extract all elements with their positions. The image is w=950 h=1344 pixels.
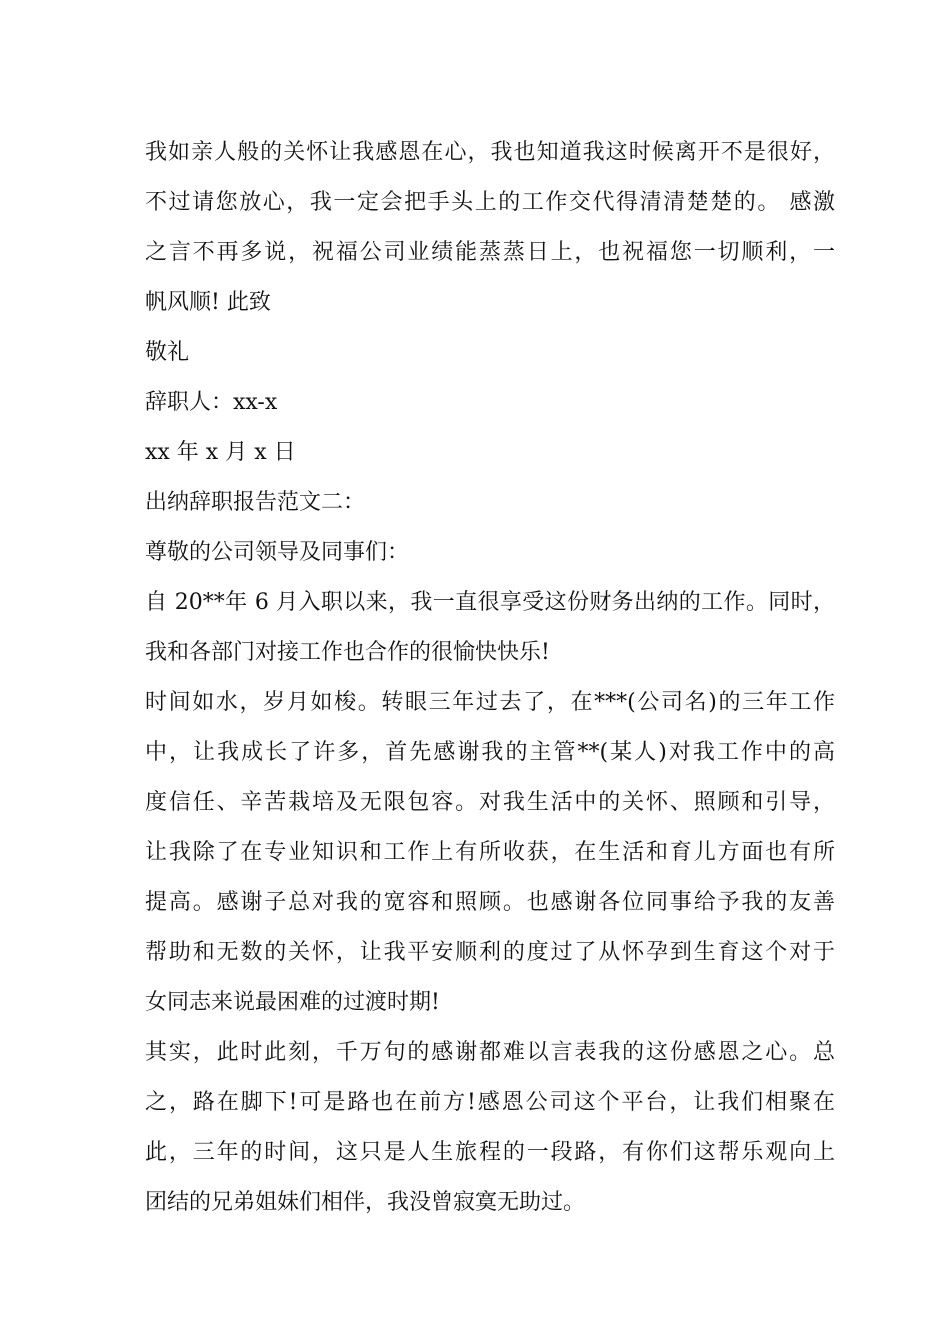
text-line: 其实，此时此刻，千万句的感谢都难以言表我的这份感恩之心。总 [145, 1040, 835, 1065]
text-line: 不过请您放心，我一定会把手头上的工作交代得清清楚楚的。 感激 [145, 190, 835, 215]
text-line: 我和各部门对接工作也合作的很愉快快乐! [145, 640, 550, 665]
section-heading: 出纳辞职报告范文二： [145, 490, 366, 515]
text-line: 女同志来说最困难的过渡时期! [145, 990, 440, 1015]
text-line: 之言不再多说，祝福公司业绩能蒸蒸日上，也祝福您一切顺利，一 [145, 240, 835, 265]
text-line: 帆风顺! 此致 [145, 290, 271, 315]
closing-salutation: 敬礼 [145, 340, 190, 365]
greeting-line: 尊敬的公司领导及同事们： [145, 540, 410, 565]
text-line: 度信任、辛苦栽培及无限包容。对我生活中的关怀、照顾和引导， [145, 790, 835, 815]
text-line: 自 20**年 6 月入职以来，我一直很享受这份财务出纳的工作。同时， [145, 590, 835, 615]
text-line: 中，让我成长了许多，首先感谢我的主管**(某人)对我工作中的高 [145, 740, 835, 765]
text-line: 提高。感谢子总对我的宽容和照顾。也感谢各位同事给予我的友善 [145, 890, 835, 915]
document-body [145, 128, 835, 1228]
text-line: 让我除了在专业知识和工作上有所收获，在生活和育儿方面也有所 [145, 840, 835, 865]
text-line: 我如亲人般的关怀让我感恩在心，我也知道我这时候离开不是很好， [145, 140, 835, 165]
text-line: 此，三年的时间，这只是人生旅程的一段路，有你们这帮乐观向上 [145, 1140, 835, 1165]
signature-line: 辞职人：xx-x [145, 390, 278, 415]
date-line: xx 年 x 月 x 日 [145, 440, 296, 465]
text-line: 时间如水，岁月如梭。转眼三年过去了，在***(公司名)的三年工作 [145, 690, 835, 715]
text-line: 之，路在脚下!可是路也在前方!感恩公司这个平台，让我们相聚在 [145, 1090, 835, 1115]
text-line: 团结的兄弟姐妹们相伴，我没曾寂寞无助过。 [145, 1190, 586, 1215]
text-line: 帮助和无数的关怀，让我平安顺利的度过了从怀孕到生育这个对于 [145, 940, 835, 965]
